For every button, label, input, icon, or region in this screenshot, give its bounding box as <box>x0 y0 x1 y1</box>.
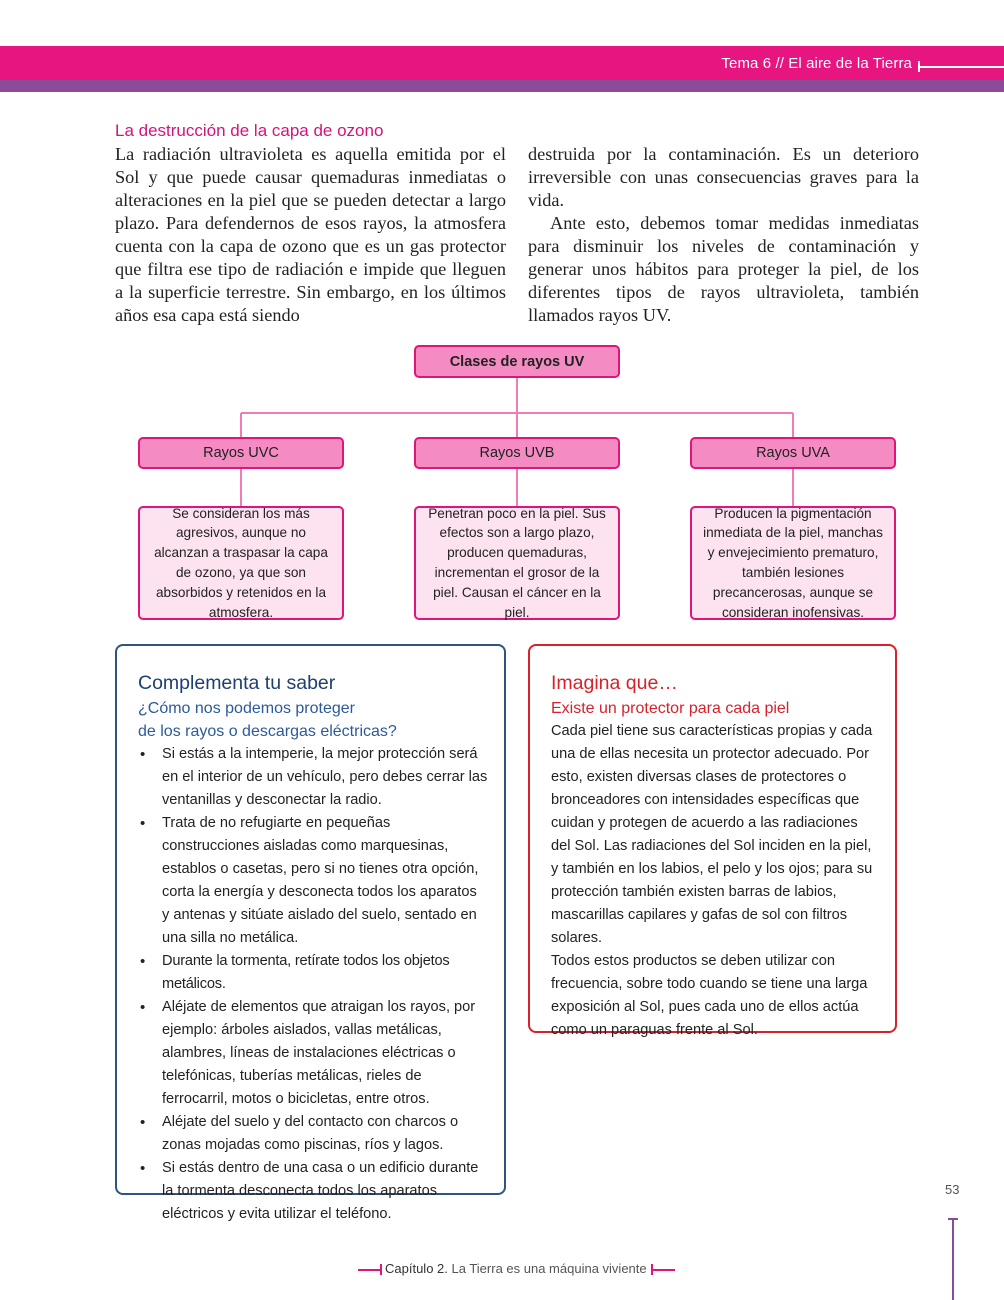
page-number: 53 <box>945 1182 960 1197</box>
header-band-lower <box>0 80 1004 92</box>
body-paragraph: La radiación ultravioleta es aquella emitida por el Sol y que puede causar quemaduras inmediatas o alteraciones en la piel que se pueden detectar a largo plazo. Para defendernos de esos rayos, la atmosfera cuenta con la capa de ozono que es un gas protector que filtra ese tipo de radiación e impide que lleguen a la superficie terrestre. Sin embargo, en los últimos años esa capa está siendo <box>115 144 506 325</box>
complementa-title: Complementa tu saber <box>138 672 336 694</box>
footer-rule-left <box>358 1269 382 1271</box>
complementa-subtitle-line: ¿Cómo nos podemos proteger <box>138 700 355 717</box>
complementa-bullet-list <box>138 743 488 1226</box>
complementa-subtitle <box>138 697 478 743</box>
list-item: • Si estás a la intemperie, la mejor protección será en el interior de un vehículo, pero debes cerrar las ventanillas y desconectar la radio. <box>138 743 488 812</box>
imagina-paragraph: Todos estos productos se deben utilizar con frecuencia, sobre todo cuando se tiene una larga exposición al Sol, pues cada uno de ellos actúa como un paraguas frente al Sol. <box>551 953 868 1038</box>
footer-rule-right <box>651 1269 675 1271</box>
diagram-desc-uvb: Penetran poco en la piel. Sus efectos son a largo plazo, producen quemaduras, incrementan el grosor de la piel. Causan el cáncer en la piel. <box>414 506 620 620</box>
body-paragraph: destruida por la contaminación. Es un deterioro irreversible con unas consecuencias graves para la vida. <box>528 144 919 210</box>
diagram-root: Clases de rayos UV <box>414 345 620 378</box>
list-item: • Aléjate de elementos que atraigan los rayos, por ejemplo: árboles aislados, vallas metálicas, alambres, líneas de instalaciones eléctricas o telefónicas, tuberías metálicas, rieles de ferrocarril, motos o bicicletas, entre otros. <box>138 996 488 1111</box>
diagram-type-uvb: Rayos UVB <box>414 437 620 469</box>
list-item: • Durante la tormenta, retírate todos los objetos metálicos. <box>138 950 488 996</box>
header-rule <box>918 66 1004 68</box>
body-column-left <box>115 143 506 327</box>
complementa-box <box>115 644 506 1222</box>
imagina-subtitle: Existe un protector para cada piel <box>551 700 790 717</box>
diagram-desc-uva: Producen la pigmentación inmediata de la piel, manchas y envejecimiento prematuro, también lesiones precancerosas, aunque se consideran inofensivas. <box>690 506 896 620</box>
imagina-paragraph: Cada piel tiene sus características propias y cada una de ellas necesita un protector adecuado. Por esto, existen diversas clases de protectores o bronceadores con intensidades específicas que cuidan y protegen de acuerdo a las radiaciones del Sol. Las radiaciones del Sol inciden en la piel, y también en los labios, el pelo y los ojos; para su protección también existen barras de labios, mascarillas capilares y gafas de sol con filtros solares. <box>551 723 873 946</box>
list-item: • Aléjate del suelo y del contacto con charcos o zonas mojadas como piscinas, ríos y lagos. <box>138 1111 488 1157</box>
footer-chapter-label: Capítulo 2. <box>385 1261 448 1276</box>
body-column-right <box>528 143 919 327</box>
header-title: Tema 6 // El aire de la Tierra <box>721 55 912 72</box>
footer-rule-tick-left <box>380 1264 382 1275</box>
imagina-title: Imagina que… <box>551 672 678 694</box>
complementa-subtitle-line: de los rayos o descargas eléctricas? <box>138 723 397 740</box>
diagram-desc-uvc: Se consideran los más agresivos, aunque no alcanzan a traspasar la capa de ozono, ya que son absorbidos y retenidos en la atmosfera. <box>138 506 344 620</box>
list-item: • Si estás dentro de una casa o un edificio durante la tormenta desconecta todos los aparatos eléctricos y evita utilizar el teléfono. <box>138 1157 488 1226</box>
footer-chapter <box>385 1261 647 1276</box>
diagram-type-uvc: Rayos UVC <box>138 437 344 469</box>
imagina-box <box>528 644 897 1038</box>
section-title: La destrucción de la capa de ozono <box>115 121 384 140</box>
footer-chapter-title: La Tierra es una máquina viviente <box>451 1261 647 1276</box>
imagina-text <box>551 720 881 1042</box>
diagram-type-uva: Rayos UVA <box>690 437 896 469</box>
body-paragraph: Ante esto, debemos tomar medidas inmediatas para disminuir los niveles de contaminación y generar unos hábitos para proteger la piel, de los diferentes tipos de rayos ultravioleta, también llamados rayos UV. <box>528 213 919 325</box>
list-item: • Trata de no refugiarte en pequeñas construcciones aisladas como marquesinas, establos o casetas, pero si no tienes otra opción, corta la energía y desconecta todos los aparatos y antenas y sitúate aislado del suelo, sentado en una silla no metálica. <box>138 812 488 950</box>
page-rule <box>952 1218 954 1300</box>
